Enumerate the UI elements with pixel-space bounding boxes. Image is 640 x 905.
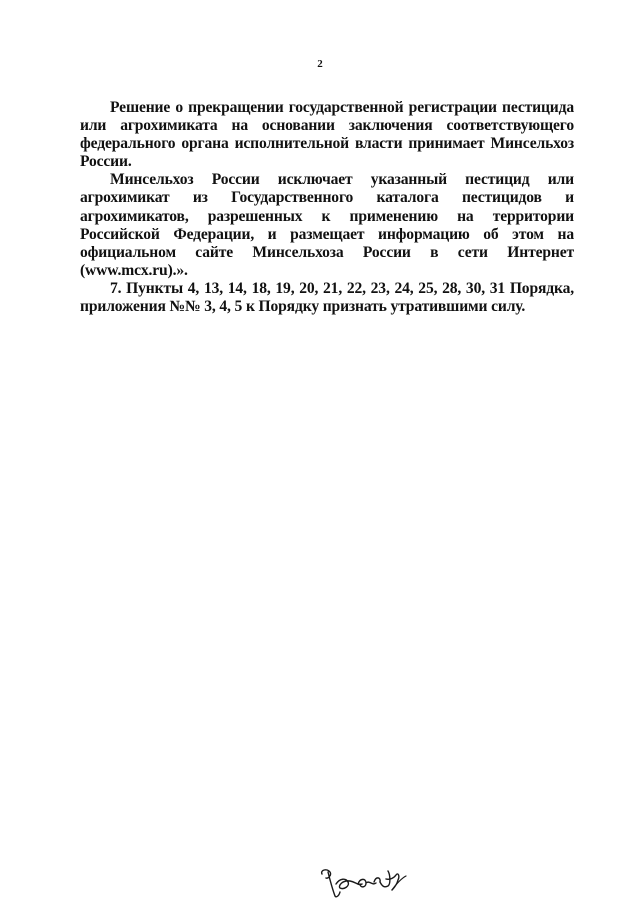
paragraph-registration-termination: Решение о прекращении государственной регистрации пестицида или агрохимиката на основании заключения соответствующего федерального органа исполнительной власти принимает Минсельхоз России.: [80, 99, 574, 171]
document-body: [80, 99, 574, 316]
page-number: 2: [317, 58, 323, 70]
paragraph-catalog-exclusion: Минсельхоз России исключает указанный пестицид или агрохимикат из Государственного каталога пестицидов и агрохимикатов, разрешенных к применению на территории Российской Федерации, и размещает информацию об этом на официальном сайте Минсельхоза России в сети Интернет (www.mcx.ru).».: [80, 171, 574, 279]
handwritten-signature: [318, 866, 410, 900]
paragraph-item-7: 7. Пункты 4, 13, 14, 18, 19, 20, 21, 22, 23, 24, 25, 28, 30, 31 Порядка, приложения №№ 3, 4, 5 к Порядку признать утратившими силу.: [80, 279, 574, 316]
